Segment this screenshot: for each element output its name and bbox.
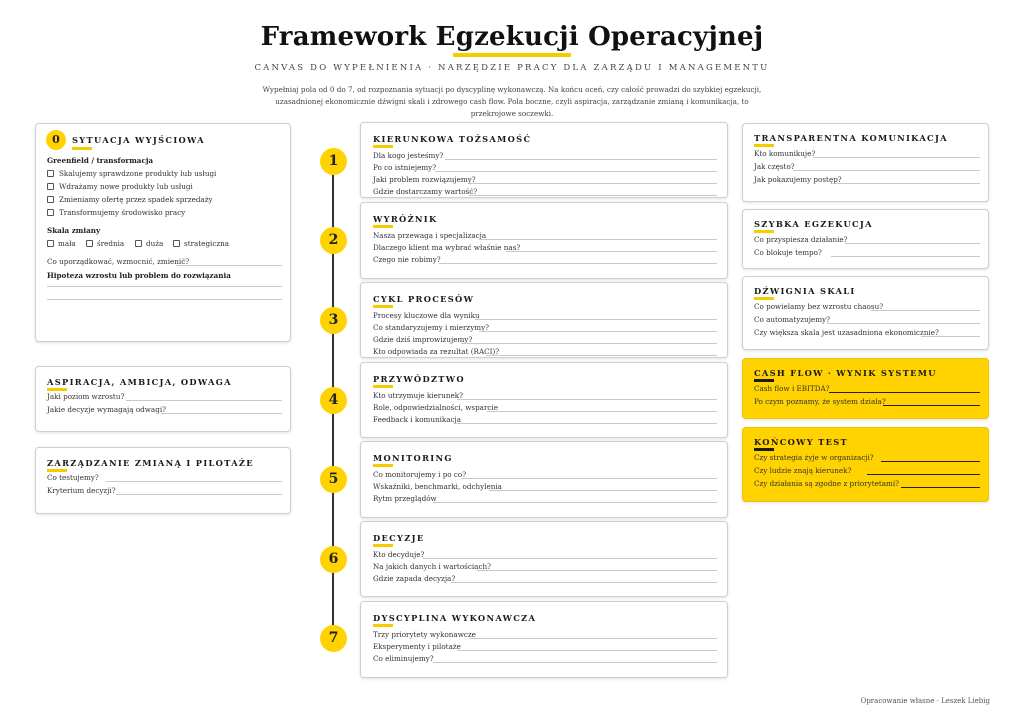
step-number-badge: 7 xyxy=(320,625,347,652)
field-label: Dlaczego klient ma wybrać właśnie nas? xyxy=(373,243,521,252)
step-number-badge: 2 xyxy=(320,227,347,254)
field-label: Co blokuje tempo? xyxy=(754,248,822,257)
field-label: Jak często? xyxy=(754,162,795,171)
answer-line[interactable] xyxy=(469,183,717,184)
field-label: Trzy priorytety wykonawcze xyxy=(373,630,476,639)
title-underline xyxy=(373,305,393,308)
card-title: SZYBKA EGZEKUCJA xyxy=(754,219,873,229)
footer-credit: Opracowanie własne · Leszek Liebig xyxy=(860,697,990,705)
step-number-badge: 1 xyxy=(320,148,347,175)
option-checkbox[interactable] xyxy=(47,196,54,203)
field-label: Jaki problem rozwiązujemy? xyxy=(373,175,476,184)
field-label: Gdzie dziś improwizujemy? xyxy=(373,335,473,344)
field-label: Czy większa skala jest uzasadniona ekonomicznie? xyxy=(754,328,939,337)
title-underline xyxy=(373,385,393,388)
field-label: Eksperymenty i pilotaże xyxy=(373,642,461,651)
scale-checkbox[interactable] xyxy=(86,240,93,247)
answer-line[interactable] xyxy=(793,170,980,171)
answer-line[interactable] xyxy=(845,243,980,244)
field-label: Gdzie dostarczamy wartość? xyxy=(373,187,478,196)
answer-line[interactable] xyxy=(489,490,717,491)
answer-line[interactable] xyxy=(901,487,980,488)
step-title: KIERUNKOWA TOŻSAMOŚĆ xyxy=(373,134,532,144)
communication-card xyxy=(742,123,989,202)
option-label: Skalujemy sprawdzone produkty lub usługi xyxy=(59,169,217,178)
answer-line[interactable] xyxy=(479,239,717,240)
field-label: Co testujemy? xyxy=(47,473,99,482)
final-test-card xyxy=(742,427,989,502)
field-label: Co standaryzujemy i mierzymy? xyxy=(373,323,490,332)
scale-label: mała xyxy=(58,239,76,248)
step-title: DYSCYPLINA WYKONAWCZA xyxy=(373,613,537,623)
step-title: PRZYWÓDZTWO xyxy=(373,374,465,384)
title-underline xyxy=(72,147,92,150)
answer-line[interactable] xyxy=(506,251,717,252)
step-card-3 xyxy=(360,282,728,358)
title-underline xyxy=(373,464,393,467)
situation-question: Co uporządkować, wzmocnić, zmienić? xyxy=(47,257,190,266)
field-label: Co automatyzujemy? xyxy=(754,315,830,324)
field-label: Czy strategia żyje w organizacji? xyxy=(754,453,874,462)
answer-line[interactable] xyxy=(433,662,717,663)
aspiration-card xyxy=(35,366,291,432)
change-title: ZARZĄDZANIE ZMIANĄ I PILOTAŻE xyxy=(47,458,254,468)
field-label: Jakie decyzje wymagają odwagi? xyxy=(47,405,166,414)
field-label: Dla kogo jesteśmy? xyxy=(373,151,444,160)
answer-line[interactable] xyxy=(813,157,980,158)
execution-card xyxy=(742,209,989,269)
option-label: Zmieniamy ofertę przez spadek sprzedaży xyxy=(59,195,213,204)
title-underline xyxy=(373,225,393,228)
answer-line[interactable] xyxy=(106,481,282,482)
answer-line[interactable] xyxy=(423,558,717,559)
card-title: CASH FLOW · WYNIK SYSTEMU xyxy=(754,368,937,378)
field-label: Kryterium decyzji? xyxy=(47,486,116,495)
field-label: Kto decyduje? xyxy=(373,550,425,559)
situation-title: SYTUACJA WYJŚCIOWA xyxy=(72,135,205,145)
step-number-badge: 3 xyxy=(320,307,347,334)
scale-lever-card xyxy=(742,276,989,350)
answer-line[interactable] xyxy=(439,263,717,264)
answer-line[interactable] xyxy=(479,331,717,332)
answer-line[interactable] xyxy=(881,461,980,462)
answer-line[interactable] xyxy=(475,319,717,320)
answer-line[interactable] xyxy=(835,183,980,184)
step-card-5 xyxy=(360,441,728,518)
title-underline xyxy=(47,469,67,472)
answer-line[interactable] xyxy=(867,474,980,475)
page-subtitle: CANVAS DO WYPEŁNIENIA · NARZĘDZIE PRACY DLA ZARZĄDU I MANAGEMENTU xyxy=(254,63,770,73)
hypothesis-label: Hipoteza wzrostu lub problem do rozwiązania xyxy=(47,271,231,280)
field-label: Jak pokazujemy postęp? xyxy=(754,175,842,184)
step-card-7 xyxy=(360,601,728,678)
situation-card xyxy=(35,123,291,342)
field-label: Co eliminujemy? xyxy=(373,654,434,663)
option-checkbox[interactable] xyxy=(47,209,54,216)
title-underline xyxy=(754,379,774,382)
answer-line[interactable] xyxy=(435,171,717,172)
scale-checkbox[interactable] xyxy=(173,240,180,247)
answer-line[interactable] xyxy=(161,413,282,414)
card-title: TRANSPARENTNA KOMUNIKACJA xyxy=(754,133,948,143)
field-label: Czego nie robimy? xyxy=(373,255,441,264)
scale-checkbox[interactable] xyxy=(47,240,54,247)
answer-line[interactable] xyxy=(47,299,282,300)
answer-line[interactable] xyxy=(477,570,717,571)
field-label: Rytm przeglądów xyxy=(373,494,437,503)
step-card-4 xyxy=(360,362,728,438)
title-underline xyxy=(754,230,774,233)
title-accent-bar xyxy=(453,53,571,57)
option-checkbox[interactable] xyxy=(47,183,54,190)
title-underline xyxy=(47,388,67,391)
field-label: Kto utrzymuje kierunek? xyxy=(373,391,463,400)
answer-line[interactable] xyxy=(457,399,717,400)
field-label: Cash flow i EBITDA? xyxy=(754,384,830,393)
field-label: Po czym poznamy, że system działa? xyxy=(754,397,886,406)
answer-line[interactable] xyxy=(831,256,980,257)
answer-line[interactable] xyxy=(829,392,980,393)
step-number-badge: 5 xyxy=(320,466,347,493)
answer-line[interactable] xyxy=(433,502,717,503)
field-label: Kto odpowiada za rezultat (RACI)? xyxy=(373,347,500,356)
answer-line[interactable] xyxy=(469,638,717,639)
field-label: Czy ludzie znają kierunek? xyxy=(754,466,852,475)
step-title: DECYZJE xyxy=(373,533,425,543)
scale-label: średnia xyxy=(97,239,125,248)
scale-label: strategiczna xyxy=(184,239,230,248)
scale-subhead: Skala zmiany xyxy=(47,226,101,235)
field-label: Kto komunikuje? xyxy=(754,149,816,158)
field-label: Na jakich danych i wartościach? xyxy=(373,562,491,571)
answer-line[interactable] xyxy=(126,400,282,401)
step-title: WYRÓŻNIK xyxy=(373,214,438,224)
aspiration-title: ASPIRACJA, AMBICJA, ODWAGA xyxy=(47,377,232,387)
title-underline xyxy=(373,145,393,148)
step-title: CYKL PROCESÓW xyxy=(373,294,475,304)
answer-line[interactable] xyxy=(461,478,717,479)
situation-subhead: Greenfield / transformacja xyxy=(47,156,154,165)
page-title: Framework Egzekucji Operacyjnej xyxy=(260,22,764,52)
answer-line[interactable] xyxy=(827,323,980,324)
field-label: Wskaźniki, benchmarki, odchylenia xyxy=(373,482,502,491)
scale-label: duża xyxy=(146,239,164,248)
answer-line[interactable] xyxy=(469,195,717,196)
step-title: MONITORING xyxy=(373,453,453,463)
intro-text xyxy=(262,84,762,120)
answer-line[interactable] xyxy=(921,336,980,337)
title-underline xyxy=(373,544,393,547)
field-label: Co monitorujemy i po co? xyxy=(373,470,467,479)
step-card-1 xyxy=(360,122,728,198)
step-card-2 xyxy=(360,202,728,279)
field-label: Procesy kluczowe dla wyniku xyxy=(373,311,480,320)
cash-flow-card xyxy=(742,358,989,419)
intro-line-1: Wypełniaj pola od 0 do 7, od rozpoznania sytuacji po dyscyplinę wykonawczą. Na końcu oceń, czy całość prowadzi do szybkiej egzekucji, xyxy=(262,85,762,94)
field-label: Po co istniejemy? xyxy=(373,163,437,172)
option-label: Transformujemy środowisko pracy xyxy=(59,208,186,217)
step-number-badge: 4 xyxy=(320,387,347,414)
option-label: Wdrażamy nowe produkty lub usługi xyxy=(59,182,193,191)
intro-line-2: uzasadnionej ekonomicznie dźwigni skali i zdrowego cash flow. Pola boczne, czyli aspiracja, zarządzanie zmianą i komunikacja, to przekrojowe soczewki. xyxy=(275,97,749,118)
option-checkbox[interactable] xyxy=(47,170,54,177)
field-label: Nasza przewaga i specjalizacja xyxy=(373,231,487,240)
answer-line[interactable] xyxy=(486,355,717,356)
field-label: Czy działania są zgodne z priorytetami? xyxy=(754,479,899,488)
answer-line[interactable] xyxy=(451,582,717,583)
answer-line[interactable] xyxy=(176,265,282,266)
change-card xyxy=(35,447,291,514)
answer-line[interactable] xyxy=(457,650,717,651)
answer-line[interactable] xyxy=(445,159,717,160)
answer-line[interactable] xyxy=(455,423,717,424)
card-title: KOŃCOWY TEST xyxy=(754,437,849,447)
field-label: Feedback i komunikacja xyxy=(373,415,462,424)
title-underline xyxy=(754,448,774,451)
step-card-6 xyxy=(360,521,728,597)
answer-line[interactable] xyxy=(116,494,282,495)
step-number-badge: 0 xyxy=(46,130,66,150)
answer-line[interactable] xyxy=(871,310,980,311)
card-title: DŹWIGNIA SKALI xyxy=(754,286,856,296)
field-label: Co przyspiesza działanie? xyxy=(754,235,848,244)
answer-line[interactable] xyxy=(487,411,717,412)
field-label: Jaki poziom wzrostu? xyxy=(47,392,125,401)
field-label: Role, odpowiedzialności, wsparcie xyxy=(373,403,498,412)
title-underline xyxy=(754,144,774,147)
answer-line[interactable] xyxy=(883,405,980,406)
answer-line[interactable] xyxy=(461,343,717,344)
field-label: Co powielamy bez wzrostu chaosu? xyxy=(754,302,884,311)
step-number-badge: 6 xyxy=(320,546,347,573)
field-label: Gdzie zapada decyzja? xyxy=(373,574,456,583)
scale-checkbox[interactable] xyxy=(135,240,142,247)
title-underline xyxy=(373,624,393,627)
answer-line[interactable] xyxy=(47,286,282,287)
title-underline xyxy=(754,297,774,300)
